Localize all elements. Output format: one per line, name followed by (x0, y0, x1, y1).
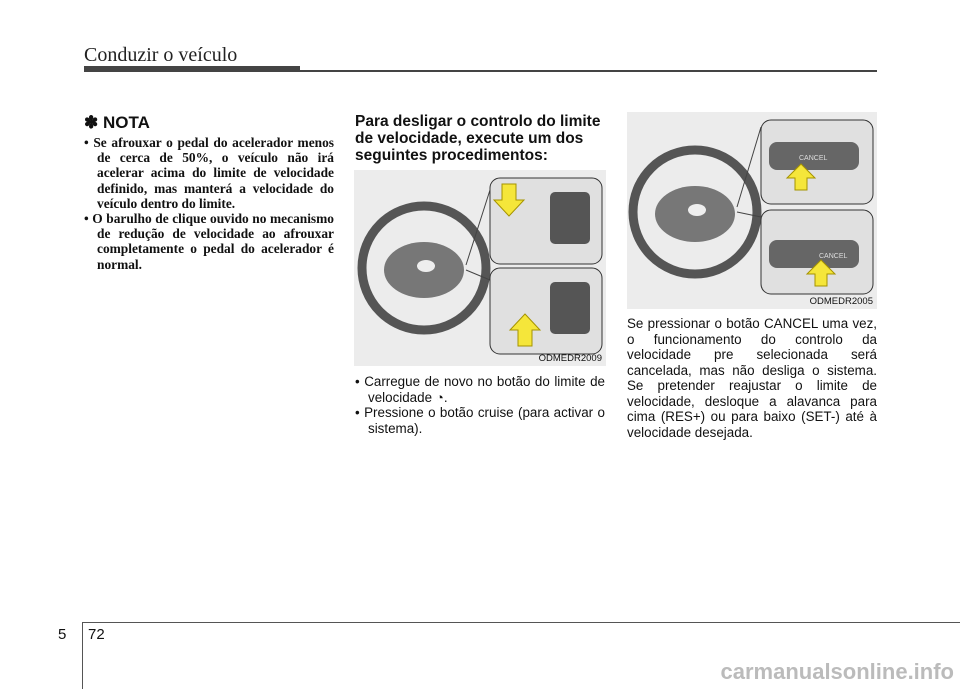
nota-item: • O barulho de clique ouvido no mecanismo de redução de velocidade ao afrouxar completamente o pedal do acelerador é normal. (84, 211, 334, 272)
footer-divider (82, 622, 83, 689)
steering-wheel-illustration (354, 170, 606, 366)
section-header: Conduzir o veículo (84, 44, 238, 66)
nota-title: ✽ NOTA (84, 113, 150, 132)
speed-limiter-icon: ◔ (435, 389, 444, 405)
page-number: 72 (88, 626, 105, 643)
figure-code: ODMEDR2005 (809, 296, 873, 307)
footer-rule (82, 622, 960, 623)
procedure-suffix: . (443, 389, 448, 405)
section-heading: Para desligar o controlo do limite de velocidade, execute um dos seguintes procedimentos: (355, 113, 601, 164)
nota-item: • Se afrouxar o pedal do acelerador menos de cerca de 50%, o veículo não irá acelerar acima do limite de velocidade definido, mas manterá a velocidade do veículo dentro do limite. (84, 135, 334, 211)
steering-wheel-cancel-illustration (627, 112, 877, 309)
figure-steering-wheel-limit (354, 170, 606, 366)
header-rule (300, 70, 877, 72)
cancel-button-label: CANCEL (799, 155, 828, 162)
procedure-text: • Carregue de novo no botão do limite de velocidade (355, 374, 605, 405)
procedure-item: • Pressione o botão cruise (para activar o sistema). (355, 405, 605, 436)
watermark: carmanualsonline.info (720, 659, 954, 684)
svg-text:CANCEL: CANCEL (819, 253, 848, 260)
procedure-list (355, 374, 605, 436)
nota-list (84, 135, 334, 272)
section-number: 5 (58, 626, 67, 643)
cancel-paragraph: Se pressionar o botão CANCEL uma vez, o funcionamento do controlo da velocidade pre selecionada será cancelada, mas não desliga o sistema. Se pretender reajustar o limite de velocidade, desloque a alavanca para cima (RES+) ou para baixo (SET-) até à velocidade desejada. (627, 316, 877, 440)
figure-steering-wheel-cancel (627, 112, 877, 309)
procedure-item (355, 374, 605, 405)
figure-code: ODMEDR2009 (538, 353, 602, 364)
header-bar (84, 66, 300, 72)
